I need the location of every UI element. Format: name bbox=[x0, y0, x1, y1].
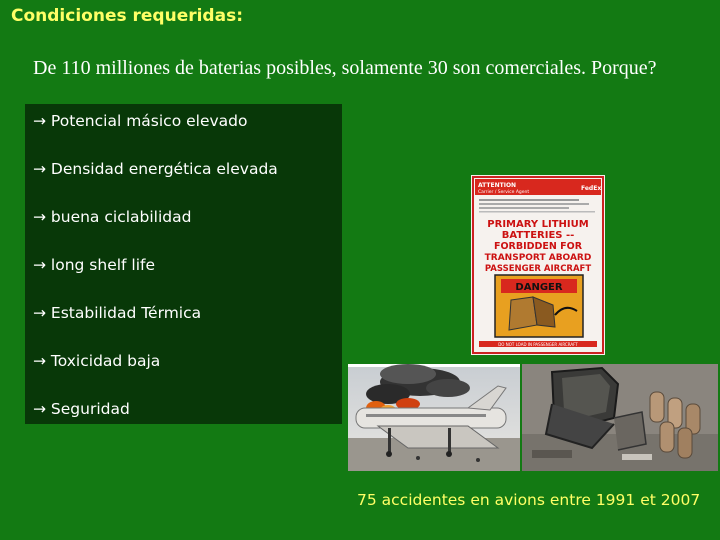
property-item: → Toxicidad baja bbox=[33, 352, 161, 370]
property-item: → long shelf life bbox=[33, 256, 156, 274]
property-item: → buena ciclabilidad bbox=[33, 208, 192, 226]
accidents-caption: 75 accidentes en avions entre 1991 et 2007 bbox=[357, 491, 701, 509]
svg-text:TRANSPORT ABOARD: TRANSPORT ABOARD bbox=[484, 253, 592, 263]
property-item: → Estabilidad Térmica bbox=[33, 304, 202, 322]
svg-text:DANGER: DANGER bbox=[515, 282, 563, 293]
svg-text:PRIMARY LITHIUM: PRIMARY LITHIUM bbox=[487, 219, 589, 230]
svg-text:FedEx: FedEx bbox=[581, 185, 602, 192]
burnt-battery-graphic bbox=[522, 364, 718, 471]
property-item: → Potencial másico elevado bbox=[33, 112, 248, 130]
slide-title: Condiciones requeridas: bbox=[11, 6, 243, 26]
svg-text:PASSENGER AIRCRAFT: PASSENGER AIRCRAFT bbox=[484, 264, 592, 274]
property-item: → Densidad energética elevada bbox=[33, 160, 278, 178]
intro-text: De 110 milliones de baterias posibles, solamente 30 son comerciales. Porque? bbox=[33, 57, 657, 79]
warning-label-graphic bbox=[471, 175, 605, 355]
svg-text:FORBIDDEN FOR: FORBIDDEN FOR bbox=[493, 241, 583, 252]
svg-text:DO NOT LOAD IN PASSENGER AIRCR: DO NOT LOAD IN PASSENGER AIRCRAFT bbox=[498, 342, 578, 347]
burnt-battery-photo bbox=[522, 364, 718, 471]
aircraft-fire-graphic bbox=[348, 364, 520, 471]
lithium-warning-label-image bbox=[471, 175, 605, 355]
properties-box bbox=[25, 104, 342, 424]
svg-text:BATTERIES --: BATTERIES -- bbox=[501, 230, 575, 241]
svg-text:ATTENTION: ATTENTION bbox=[478, 182, 517, 189]
svg-text:Carrier / Service Agent: Carrier / Service Agent bbox=[478, 190, 530, 195]
property-item: → Seguridad bbox=[33, 400, 130, 418]
burning-aircraft-photo bbox=[348, 364, 520, 471]
